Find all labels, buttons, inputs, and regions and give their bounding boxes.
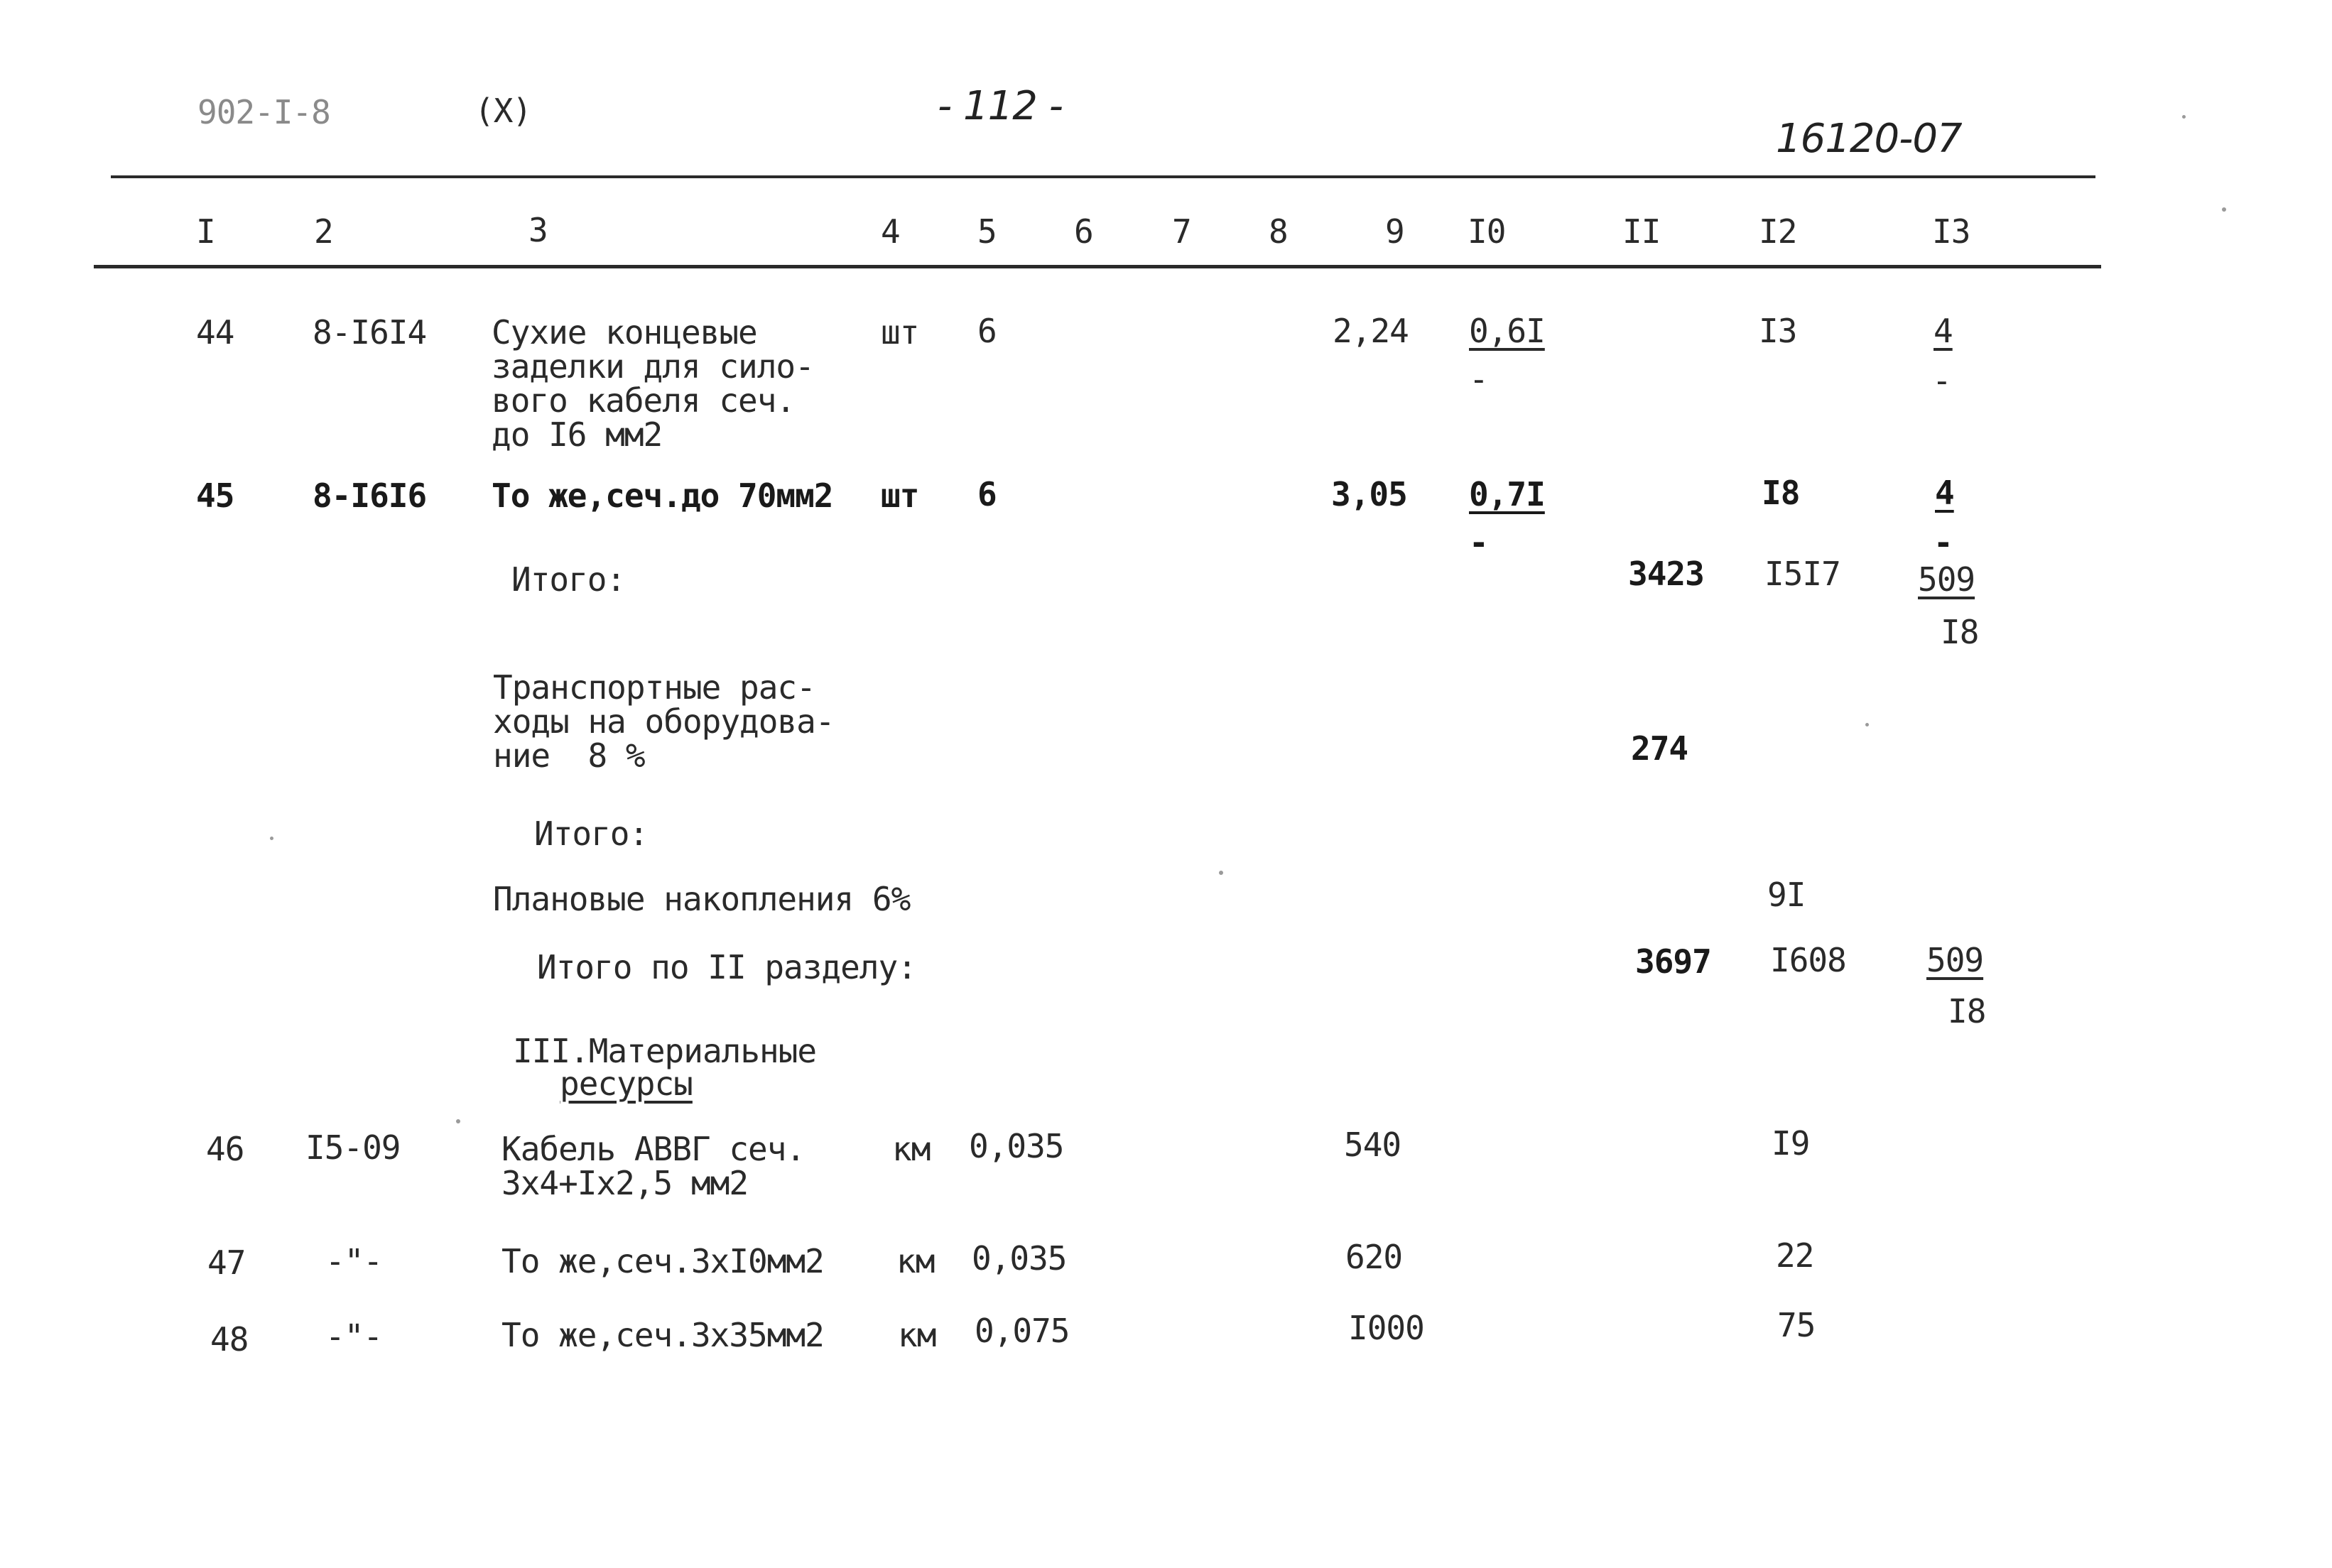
row45-col12: I8 — [1762, 474, 1800, 512]
section3-title-line1: III.Материальные — [513, 1032, 817, 1070]
subtotal2-label: Итого: — [534, 815, 649, 853]
col-header-8: 8 — [1269, 212, 1288, 251]
col-header-4: 4 — [881, 212, 900, 251]
row47-unit: км — [896, 1242, 935, 1280]
col-header-12: I2 — [1759, 212, 1797, 251]
subtotal1-col11: 3423 — [1628, 555, 1704, 593]
scan-speck — [270, 837, 273, 840]
subtotal1-col13-sub: I8 — [1941, 613, 1979, 651]
row47-code: -"- — [325, 1242, 383, 1280]
subtotal1-col12: I5I7 — [1764, 555, 1840, 593]
row44-desc: Сухие концевые заделки для сило- вого кабеля сеч. до I6 мм2 — [492, 313, 814, 454]
scan-speck — [456, 1119, 460, 1123]
col-header-10: I0 — [1468, 212, 1506, 251]
row45-num: 45 — [196, 477, 234, 515]
row47-qty: 0,035 — [972, 1239, 1067, 1278]
top-rule — [111, 175, 2095, 178]
transport-col11: 274 — [1631, 729, 1688, 768]
row48-desc: То же,сеч.3х35мм2 — [501, 1316, 824, 1354]
col-header-1: I — [196, 212, 215, 251]
transport-label: Транспортные рас- ходы на оборудова- ние 8 % — [493, 668, 835, 775]
row44-num: 44 — [196, 313, 234, 352]
page-number: - 112 - — [938, 83, 1063, 129]
row44-qty: 6 — [977, 312, 997, 350]
row44-col12: I3 — [1759, 312, 1797, 350]
row47-col12: 22 — [1776, 1236, 1814, 1275]
section-total-col13: 509 — [1926, 941, 1984, 979]
col-header-3: 3 — [528, 211, 548, 249]
row45-col13-sub: - — [1934, 523, 1953, 562]
row47-col9: 620 — [1345, 1238, 1403, 1276]
inventory-number: 16120-07 — [1776, 116, 1962, 162]
row46-desc: Кабель АВВГ сеч. 3х4+Iх2,5 мм2 — [501, 1130, 806, 1202]
row44-unit: шт — [881, 313, 919, 352]
row45-unit: шт — [881, 477, 919, 515]
row45-desc: То же,сеч.до 70мм2 — [492, 477, 833, 515]
section-total-col11: 3697 — [1635, 942, 1711, 981]
row46-num: 46 — [206, 1130, 244, 1168]
row45-col13: 4 — [1935, 474, 1954, 512]
scan-speck — [2182, 115, 2186, 119]
col-header-6: 6 — [1074, 212, 1093, 251]
section3-title-line2: ресурсы — [560, 1065, 693, 1103]
row48-code: -"- — [325, 1317, 383, 1356]
section-total-col13-sub: I8 — [1948, 992, 1986, 1030]
col-header-11: II — [1622, 212, 1661, 251]
col-header-7: 7 — [1172, 212, 1191, 251]
scan-speck — [2222, 207, 2226, 212]
row47-desc: То же,сеч.3хI0мм2 — [501, 1242, 824, 1280]
col-header-9: 9 — [1385, 212, 1404, 251]
savings-col12: 9I — [1767, 876, 1806, 914]
row48-qty: 0,075 — [975, 1312, 1070, 1350]
scan-speck — [1219, 871, 1223, 875]
row46-col12: I9 — [1772, 1124, 1810, 1163]
variant-label: (X) — [474, 92, 532, 130]
col-header-5: 5 — [977, 212, 997, 251]
doc-code: 902-I-8 — [197, 93, 330, 131]
row45-qty: 6 — [977, 475, 997, 513]
row45-col10-sub: - — [1469, 523, 1488, 562]
row44-code: 8-I6I4 — [313, 313, 427, 352]
row46-col9: 540 — [1344, 1126, 1401, 1164]
row45-code: 8-I6I6 — [313, 477, 427, 515]
row46-code: I5-09 — [305, 1128, 401, 1167]
section-total-label: Итого по II разделу: — [537, 948, 916, 986]
row46-unit: км — [892, 1130, 931, 1168]
subtotal1-label: Итого: — [511, 560, 626, 599]
row46-qty: 0,035 — [969, 1127, 1064, 1165]
header-bottom-rule — [94, 265, 2101, 268]
row44-col13: 4 — [1934, 312, 1953, 350]
row45-col9: 3,05 — [1331, 475, 1407, 513]
scan-speck — [1865, 723, 1869, 726]
row45-col10: 0,7I — [1469, 475, 1545, 513]
row47-num: 47 — [207, 1243, 246, 1282]
savings-label: Плановые накопления 6% — [493, 880, 911, 918]
row44-col10: 0,6I — [1469, 312, 1545, 350]
row48-col12: 75 — [1777, 1306, 1816, 1344]
section-total-col12: I608 — [1770, 941, 1846, 979]
row44-col13-sub: - — [1932, 361, 1951, 400]
row48-num: 48 — [210, 1320, 249, 1359]
col-header-2: 2 — [314, 212, 333, 251]
col-header-13: I3 — [1932, 212, 1970, 251]
row48-unit: км — [898, 1316, 936, 1354]
row44-col10-sub: - — [1469, 360, 1488, 398]
subtotal1-col13: 509 — [1918, 560, 1975, 599]
row44-col9: 2,24 — [1333, 312, 1409, 350]
row48-col9: I000 — [1348, 1309, 1424, 1347]
